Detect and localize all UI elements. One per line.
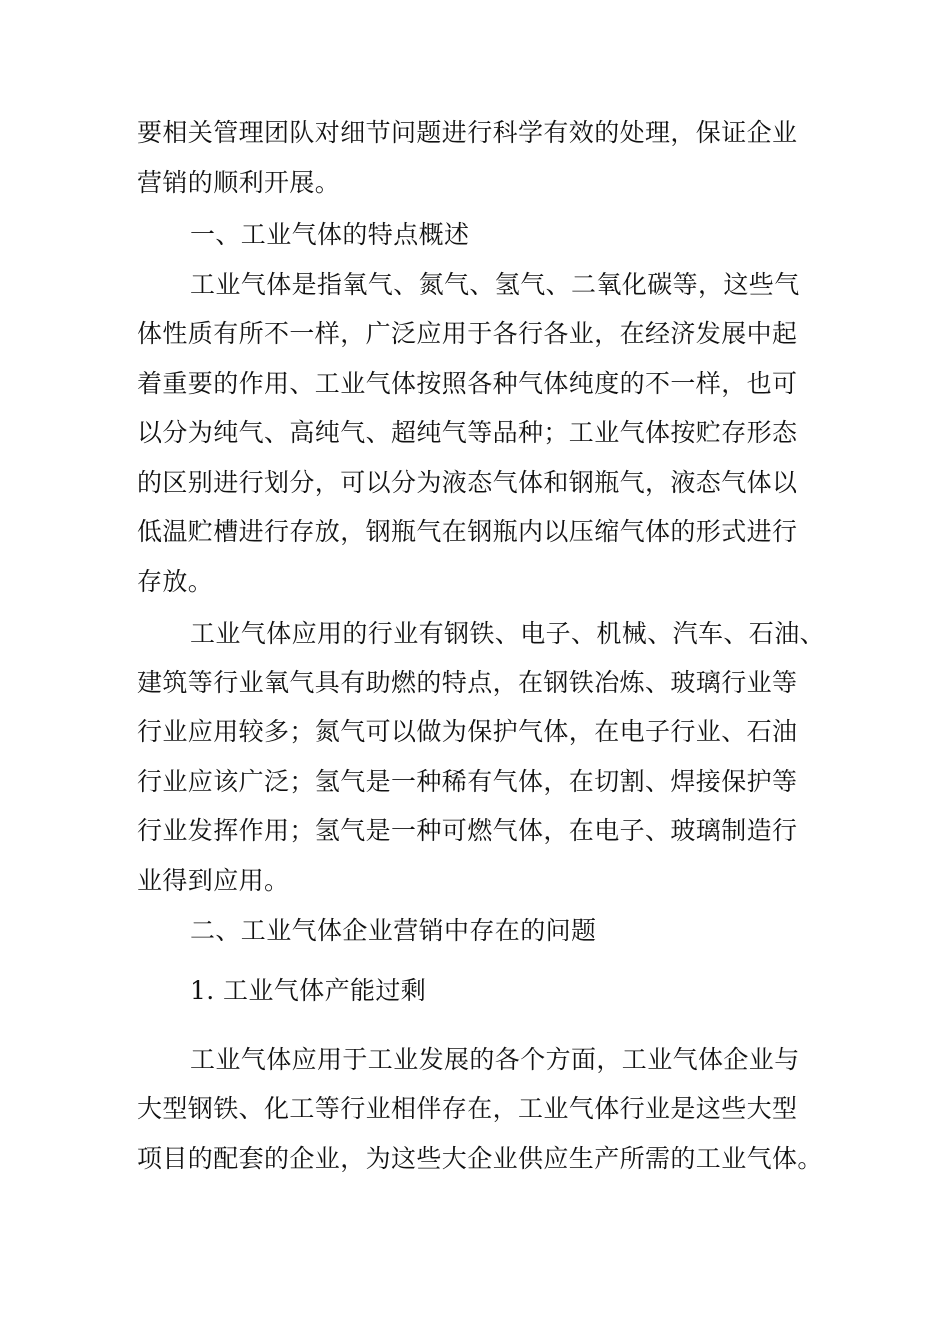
paragraph-line: 项目的配套的企业，为这些大企业供应生产所需的工业气体。 <box>137 1144 823 1173</box>
paragraph-line: 工业气体应用于工业发展的各个方面，工业气体企业与 <box>190 1045 800 1074</box>
paragraph-line: 以分为纯气、高纯气、超纯气等品种；工业气体按贮存形态 <box>137 418 798 447</box>
paragraph-line: 营销的顺利开展。 <box>137 168 341 197</box>
paragraph-line: 大型钢铁、化工等行业相伴存在，工业气体行业是这些大型 <box>137 1094 798 1123</box>
paragraph-line: 建筑等行业氧气具有助燃的特点，在钢铁冶炼、玻璃行业等 <box>137 668 798 697</box>
paragraph-line: 行业发挥作用；氢气是一种可燃气体，在电子、玻璃制造行 <box>137 816 798 845</box>
paragraph-line: 业得到应用。 <box>137 866 290 895</box>
paragraph-line: 工业气体应用的行业有钢铁、电子、机械、汽车、石油、 <box>190 619 826 648</box>
paragraph-line: 行业应该广泛；氢气是一种稀有气体，在切割、焊接保护等 <box>137 767 798 796</box>
paragraph-line: 的区别进行划分，可以分为液态气体和钢瓶气，液态气体以 <box>137 468 798 497</box>
paragraph-line: 行业应用较多；氮气可以做为保护气体，在电子行业、石油 <box>137 717 798 746</box>
paragraph-line: 存放。 <box>137 567 214 596</box>
paragraph-line: 低温贮槽进行存放，钢瓶气在钢瓶内以压缩气体的形式进行 <box>137 517 798 546</box>
paragraph-line: 工业气体是指氧气、氮气、氢气、二氧化碳等，这些气 <box>190 270 800 299</box>
section-heading: 一、工业气体的特点概述 <box>190 220 470 249</box>
paragraph-line: 要相关管理团队对细节问题进行科学有效的处理，保证企业 <box>137 118 798 147</box>
paragraph-line: 着重要的作用、工业气体按照各种气体纯度的不一样，也可 <box>137 369 798 398</box>
subsection-heading: 1. 工业气体产能过剩 <box>190 976 427 1005</box>
section-heading: 二、工业气体企业营销中存在的问题 <box>190 916 597 945</box>
paragraph-line: 体性质有所不一样，广泛应用于各行各业，在经济发展中起 <box>137 319 798 348</box>
